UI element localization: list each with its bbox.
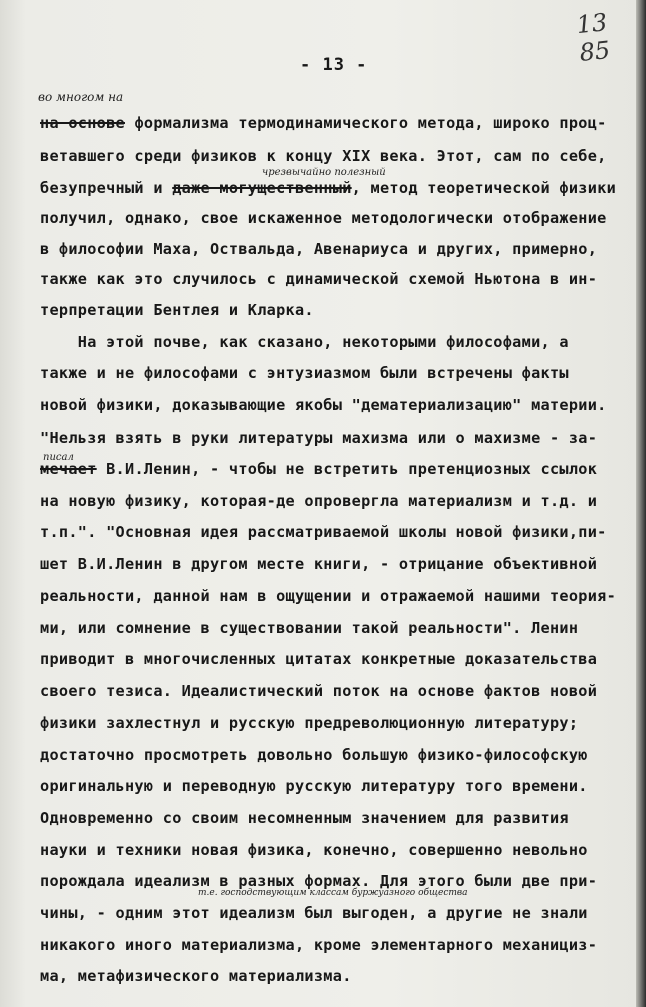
text-line: оригинальную и переводную русскую литературу того времени. (40, 777, 588, 795)
text-line: ветавшего среди физиков к концу XIX века. Этот, сам по себе, (40, 147, 607, 165)
text-line: шет В.И.Ленин в другом месте книги, - отрицание объективной (40, 555, 598, 573)
archive-mark-1: 13 (575, 8, 609, 40)
text-line: порождала идеализм в разных формах. Для этого были две при- (40, 872, 598, 890)
text-line: своего тезиса. Идеалистический поток на основе фактов новой (40, 682, 598, 700)
text-line: также как это случилось с динамической схемой Ньютона в ин- (40, 270, 598, 288)
handwritten-annotation: чрезвычайно полезный (262, 167, 386, 178)
text-line: науки и техники новая физика, конечно, совершенно невольно (40, 841, 588, 859)
archive-mark (575, 5, 641, 67)
text-line: также и не философами с энтузиазмом были встречены факты (40, 364, 569, 382)
text-line: На этой почве, как сказано, некоторыми философами, а (40, 333, 569, 351)
struck-text: мечает (40, 460, 97, 478)
text-line: Одновременно со своим несомненным значением для развития (40, 809, 569, 827)
handwritten-annotation: писал (43, 452, 74, 463)
page-number: - 13 - (300, 55, 368, 75)
text-line: на основе формализма термодинамического метода, широко проц- (40, 114, 607, 132)
struck-text: на основе (40, 114, 125, 132)
text-line: т.п.". "Основная идея рассматриваемой школы новой физики,пи- (40, 523, 607, 541)
text-line: в философии Маха, Оствальда, Авенариуса и других, примерно, (40, 240, 598, 258)
handwritten-annotation: т.е. господствующим классам буржуазного общества (198, 888, 468, 898)
text-line: на новую физику, которая-де опровергла материализм и т.д. и (40, 492, 598, 510)
text-line: новой физики, доказывающие якобы "дематериализацию" материи. (40, 396, 607, 414)
text-line: ма, метафизического материализма. (40, 967, 352, 985)
text-line: никакого иного материализма, кроме элементарного механициз- (40, 936, 598, 954)
page-edge-shadow (636, 0, 646, 1007)
text-line: реальности, данной нам в ощущении и отражаемой нашими теория- (40, 587, 617, 605)
text-line: "Нельзя взять в руки литературы махизма или о махизме - за- (40, 429, 598, 447)
text-line: безупречный и даже могущественный, метод теоретической физики (40, 179, 617, 197)
handwritten-annotation: во многом на (38, 90, 124, 104)
struck-text: даже могущественный (172, 179, 352, 197)
text-line: достаточно просмотреть довольно большую физико-философскую (40, 746, 588, 764)
text-line: физики захлестнул и русскую предреволюционную литературу; (40, 714, 579, 732)
text-line: приводит в многочисленных цитатах конкретные доказательства (40, 650, 598, 668)
text-line: получил, однако, свое искаженное методологически отображение (40, 209, 607, 227)
text-line: ми, или сомнение в существовании такой реальности". Ленин (40, 619, 579, 637)
text-line: мечает В.И.Ленин, - чтобы не встретить претенциозных ссылок (40, 460, 598, 478)
text-line: терпретации Бентлея и Кларка. (40, 301, 314, 319)
text-line: чины, - одним этот идеализм был выгоден, а другие не знали (40, 904, 588, 922)
archive-mark-2: 85 (578, 35, 612, 67)
